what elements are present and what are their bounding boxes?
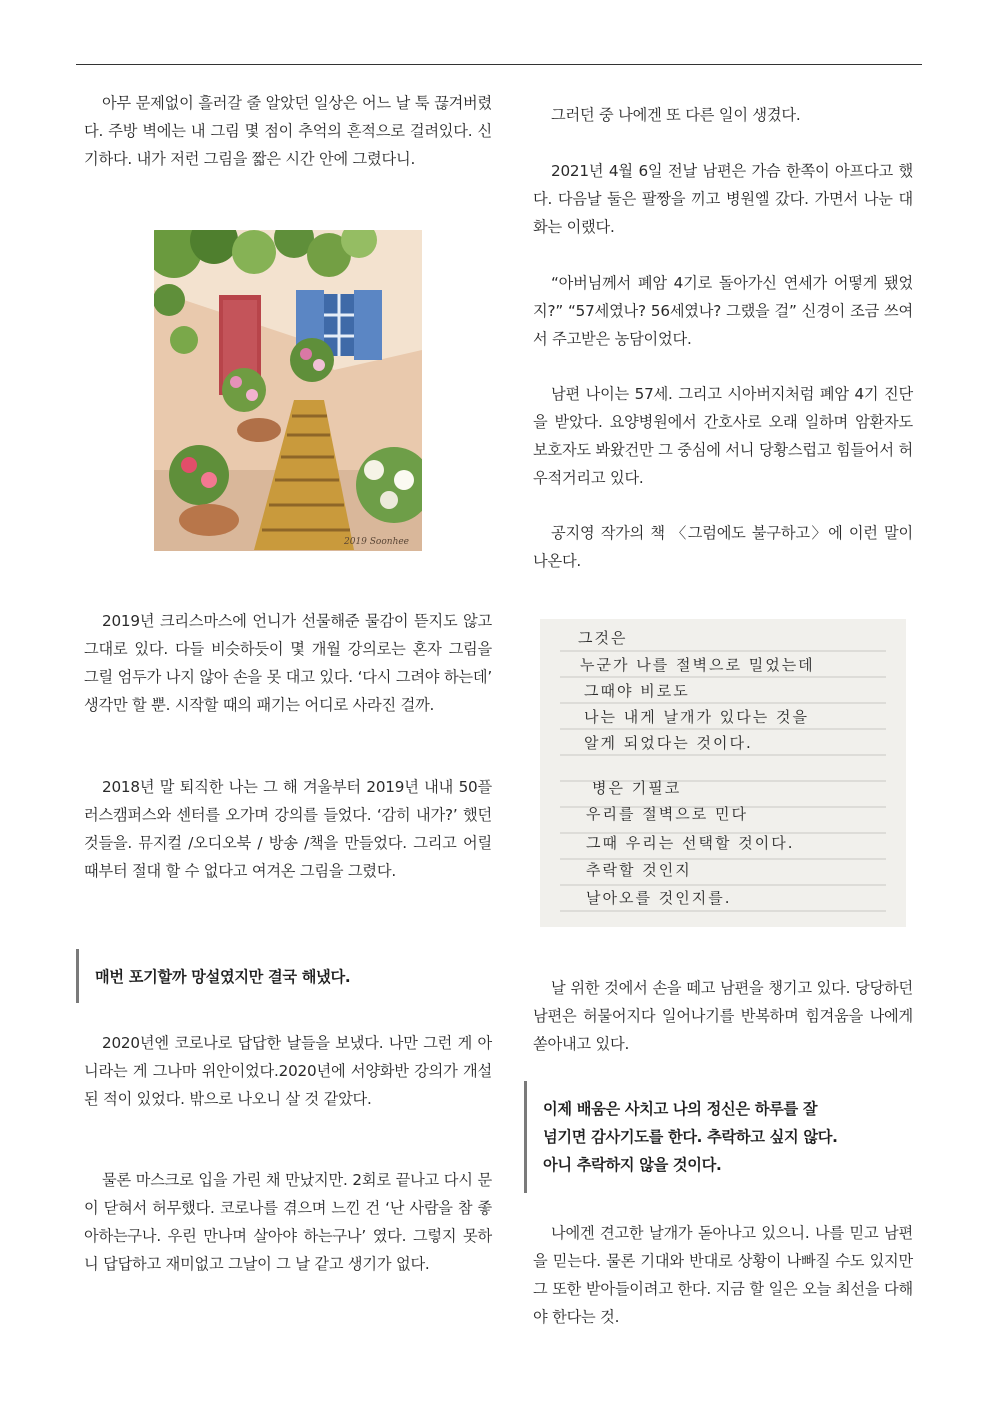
callout-left <box>76 949 484 1003</box>
handwriting-line-2: 누군가 나를 절벽으로 밀었는데 <box>580 656 815 674</box>
handwriting-line-9: 추락할 것인지 <box>586 861 692 879</box>
handwriting-line-5: 알게 되었다는 것이다. <box>584 734 753 752</box>
paragraph-right-5: 공지영 작가의 책 〈그럼에도 불구하고〉에 이런 말이 나온다. <box>533 524 913 570</box>
paragraph-left-4: 2020년엔 코로나로 답답한 날들을 보냈다. 나만 그런 게 아니라는 게 그나마 위안이었다.2020년에 서양화반 강의가 개설된 적이 있었다. 밖으로 나오니 살 것 같았다. <box>84 1034 492 1108</box>
callout-right-line-2: 넘기면 감사기도를 한다. 추락하고 싶지 않다. <box>543 1128 838 1146</box>
paragraph-left-3: 2018년 말 퇴직한 나는 그 해 겨울부터 2019년 내내 50플러스캠퍼스와 센터를 오가며 강의를 들었다. ‘감히 내가?’ 했던 것들을. 뮤지컬 /오디오북 / 방송 /책을 만들었다. 그리고 어릴 때부터 절대 할 수 없다고 여겨온 그림을 그렸다. <box>84 778 492 880</box>
painting-shutter-right <box>354 290 382 360</box>
paragraph-left-5: 물론 마스크로 입을 가린 채 만났지만. 2회로 끝나고 다시 문이 닫혀서 허무했다. 코로나를 겪으며 느낀 건 ‘난 사람을 참 좋아하는구나. 우린 만나며 살아야 하는구나’ 였다. 그렇지 못하니 답답하고 재미없고 그날이 그 날 같고 생기가 없다. <box>84 1171 492 1273</box>
paragraph-right-1: 그러던 중 나에겐 또 다른 일이 생겼다. <box>551 106 801 124</box>
paragraph-left-1: 아무 문제없이 흘러갈 줄 알았던 일상은 어느 날 툭 끊겨버렸다. 주방 벽에는 내 그림 몇 점이 추억의 흔적으로 걸려있다. 신기하다. 내가 저런 그림을 짧은 시간 안에 그렸다니. <box>84 94 492 168</box>
paragraph-right-4: 남편 나이는 57세. 그리고 시아버지처럼 폐암 4기 진단을 받았다. 요양병원에서 간호사로 오래 일하며 암환자도 보호자도 봐왔건만 그 중심에 서니 당황스럽고 힘들어서 허우적거리고 있다. <box>533 385 913 487</box>
painting-image <box>154 230 422 551</box>
handwriting-line-4: 나는 내게 날개가 있다는 것을 <box>584 708 809 726</box>
paragraph-right-6: 날 위한 것에서 손을 떼고 남편을 챙기고 있다. 당당하던 남편은 허물어지다 일어나기를 반복하며 힘겨움을 나에게 쏟아내고 있다. <box>533 979 913 1053</box>
paragraph-right-7: 나에겐 견고한 날개가 돋아나고 있으니. 나를 믿고 남편을 믿는다. 물론 기대와 반대로 상황이 나빠질 수도 있지만 그 또한 받아들이려고 한다. 지금 할 일은 오늘 최선을 다해야 한다는 것. <box>533 1224 913 1326</box>
header-rule <box>76 64 922 65</box>
callout-right-line-1: 이제 배움은 사치고 나의 정신은 하루를 잘 <box>543 1100 818 1118</box>
handwriting-line-1: 그것은 <box>578 629 628 647</box>
handwriting-line-3: 그때야 비로도 <box>584 682 690 700</box>
handwriting-line-8: 그때 우리는 선택할 것이다. <box>586 834 795 852</box>
handwriting-note-image <box>540 619 906 927</box>
painting-signature: 2019 Soonhee <box>344 537 410 547</box>
callout-left-text: 매번 포기할까 망설였지만 결국 해냈다. <box>95 968 351 986</box>
handwriting-line-10: 날아오를 것인지를. <box>586 889 732 907</box>
paragraph-left-2: 2019년 크리스마스에 언니가 선물해준 물감이 뜯지도 않고 그대로 있다. 다들 비슷하듯이 몇 개월 강의로는 혼자 그림을 그릴 엄두가 나지 않아 손을 못 대고 있다. ‘다시 그려야 하는데’ 생각만 할 뿐. 시작할 때의 패기는 어디로 사라진 걸까. <box>84 612 492 714</box>
paragraph-right-2: 2021년 4월 6일 전날 남편은 가슴 한쪽이 아프다고 했다. 다음날 둘은 팔짱을 끼고 병원엘 갔다. 가면서 나눈 대화는 이랬다. <box>533 162 913 236</box>
callout-right-line-3: 아니 추락하지 않을 것이다. <box>543 1156 722 1174</box>
callout-right <box>524 1081 914 1193</box>
handwriting-line-6: 병은 기필코 <box>592 779 682 797</box>
paragraph-right-3: “아버님께서 폐암 4기로 돌아가신 연세가 어떻게 됐었지?” “57세였나? 56세였나? 그랬을 걸” 신경이 조금 쓰여서 주고받은 농담이었다. <box>533 274 913 348</box>
handwriting-line-7: 우리를 절벽으로 민다 <box>586 805 748 823</box>
